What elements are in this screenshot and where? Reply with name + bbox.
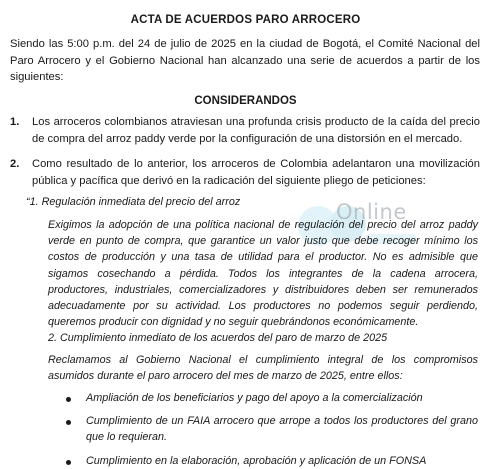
quote-paragraph-1: Exigimos la adopción de una política nacional de regulación del precio del arroz paddy verde en punto de compra, que garantice un valor justo que debe recoger mínimo los costos de producción y una tasa de utilidad para el productor. No es admisible que sigamos cosechando a pérdida. Todos los integrantes de la cadena arrocera, productores, industriales, comercializadores y distribuidores deben ser remunerados adecuadamente por su actividad. Los productores no podemos seguir perdiendo, queremos producir con dignidad y no seguir quebrándonos económicamente. xyxy=(48,219,478,329)
bullet-icon xyxy=(66,420,71,425)
document-title: ACTA DE ACUERDOS PARO ARROCERO xyxy=(130,14,361,26)
item-number: 1. xyxy=(10,116,20,128)
quote-heading-2: 2. Cumplimiento inmediato de los acuerdos del paro de marzo de 2025 xyxy=(48,332,388,344)
section-heading: CONSIDERANDOS xyxy=(194,95,297,107)
bullet-item: Cumplimiento de un FAIA arrocero que arrope a todos los productores del grano que lo requieran. xyxy=(86,415,478,444)
quote-paragraph-2: Reclamamos al Gobierno Nacional el cumplimiento integral de los compromisos asumidos durante el paro arrocero del mes de marzo de 2025, entre ellos: xyxy=(48,354,478,383)
intro-paragraph: Siendo las 5:00 p.m. del 24 de julio de 2025 en la ciudad de Bogotá, el Comité Nacional del Paro Arrocero y el Gobierno Nacional han alcanzado una serie de acuerdos a partir de los siguientes: xyxy=(10,38,480,83)
bullet-item: Cumplimiento en la elaboración, aprobación y aplicación de un FONSA xyxy=(86,455,427,467)
watermark-text: Online xyxy=(336,200,407,224)
item-text: Los arroceros colombianos atraviesan una profunda crisis producto de la caída del precio de compra del arroz paddy verde por la configuración de una distorsión en el mercado. xyxy=(32,116,480,145)
bullet-icon xyxy=(66,460,71,465)
item-text: Como resultado de lo anterior, los arroceros de Colombia adelantaron una movilización pública y pacífica que derivó en la radicación del siguiente pliego de peticiones: xyxy=(32,158,480,187)
item-number: 2. xyxy=(10,158,20,170)
bullet-icon xyxy=(66,397,71,402)
quote-heading-1: “1. Regulación inmediata del precio del arroz xyxy=(26,196,241,208)
bullet-item: Ampliación de los beneficiarios y pago del apoyo a la comercialización xyxy=(86,392,423,404)
